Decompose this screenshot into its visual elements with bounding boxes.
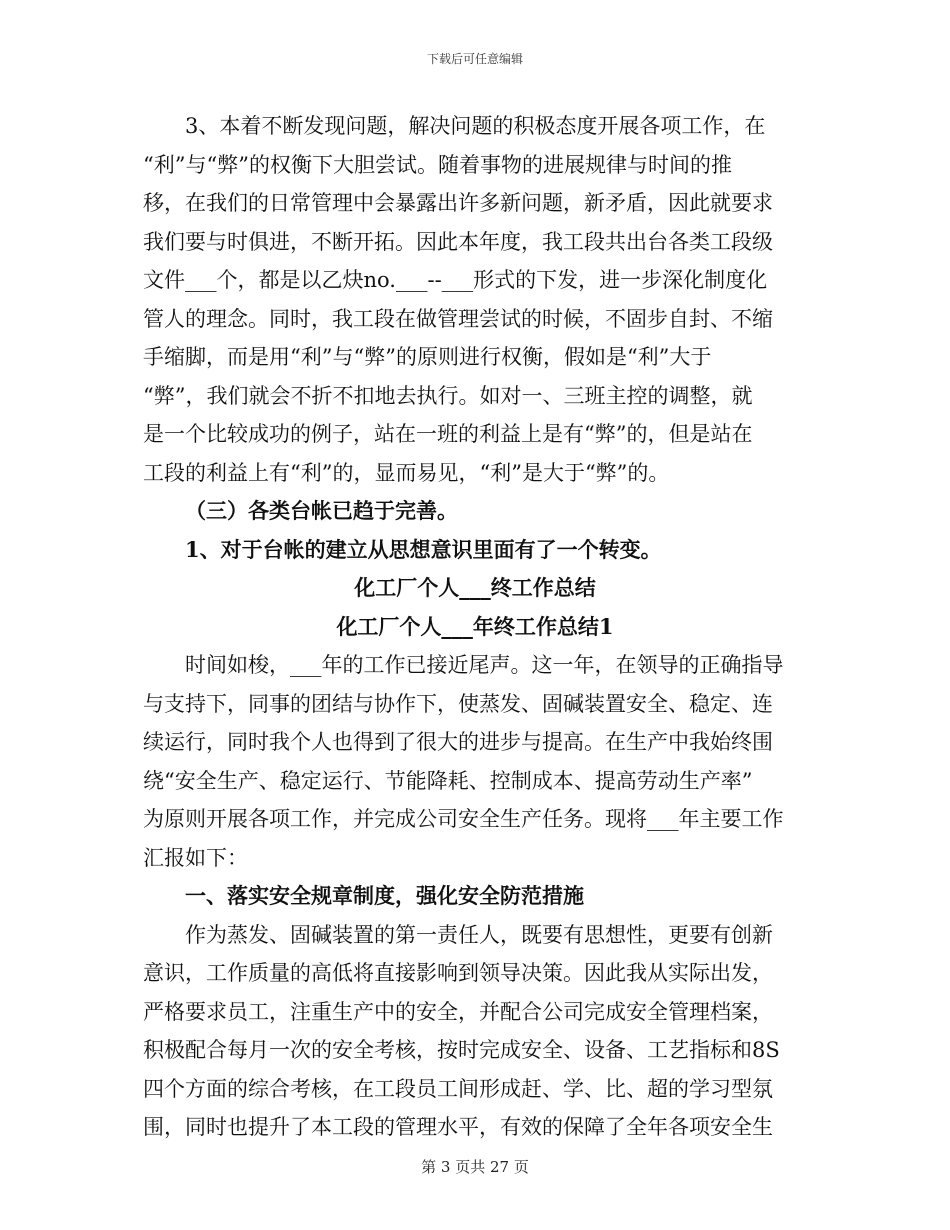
paragraph-line: 是一个比较成功的例子，站在一班的利益上是有“弊”的，但是站在 [143,422,753,446]
paragraph-line: 与支持下，同事的团结与协作下，使蒸发、固碱装置安全、稳定、连 [143,691,773,716]
paragraph-line: 管人的理念。同时，我工段在做管理尝试的时候，不固步自封、不缩 [143,306,773,331]
paragraph-line: 工段的利益上有“利”的，显而易见，“利”是大于“弊”的。 [143,460,670,485]
paragraph-line: 作为蒸发、固碱装置的第一责任人，既要有思想性，更要有创新 [185,922,773,947]
document-title: 化工厂个人___终工作总结 [354,575,596,600]
section-heading: 一、落实安全规章制度，强化安全防范措施 [185,883,584,908]
document-body [143,107,807,1147]
page-header: 下载后可任意编辑 [426,52,523,66]
paragraph-line: 续运行，同时我个人也得到了很大的进步与提高。在生产中我始终围 [143,730,773,754]
paragraph-line: 汇报如下： [143,845,248,870]
section-heading: （三）各类台帐已趋于完善。 [185,498,458,523]
paragraph-line: 为原则开展各项工作，并完成公司安全生产任务。现将___年主要工作 [143,807,784,831]
subsection-heading: 1、对于台帐的建立从思想意识里面有了一个转变。 [185,536,662,562]
paragraph-line: 意识，工作质量的高低将直接影响到领导决策。因此我从实际出发， [143,961,773,985]
paragraph-line: 绕“安全生产、稳定运行、节能降耗、控制成本、提高劳动生产率” [143,768,753,793]
paragraph-line: 3、本着不断发现问题，解决问题的积极态度开展各项工作，在 [185,114,766,138]
paragraph-line: 时间如梭，___年的工作已接近尾声。这一年，在领导的正确指导 [185,653,784,677]
paragraph-line: “利”与“弊”的权衡下大胆尝试。随着事物的进展规律与时间的推 [143,152,732,177]
paragraph-line: 移，在我们的日常管理中会暴露出许多新问题，新矛盾，因此就要求 [143,191,773,215]
paragraph-line: 围，同时也提升了本工段的管理水平，有效的保障了全年各项安全生 [143,1115,773,1139]
paragraph-line: 我们要与时俱进，不断开拓。因此本年度，我工段共出台各类工段级 [143,229,773,254]
paragraph-line: 严格要求员工，注重生产中的安全，并配合公司完成安全管理档案， [143,999,773,1024]
page-footer: 第 3 页共 27 页 [421,1158,529,1176]
paragraph-line: 文件___个，都是以乙炔no.___--___形式的下发，进一步深化制度化 [143,268,768,292]
paragraph-line: 四个方面的综合考核，在工段员工间形成赶、学、比、超的学习型氛 [143,1076,773,1101]
paragraph-line: “弊”，我们就会不折不扣地去执行。如对一、三班主控的调整，就 [143,383,753,408]
document-subtitle: 化工厂个人___年终工作总结1 [336,613,614,639]
paragraph-line: 手缩脚，而是用“利”与“弊”的原则进行权衡，假如是“利”大于 [143,345,712,369]
paragraph-line: 积极配合每月一次的安全考核，按时完成安全、设备、工艺指标和8S [143,1038,780,1062]
